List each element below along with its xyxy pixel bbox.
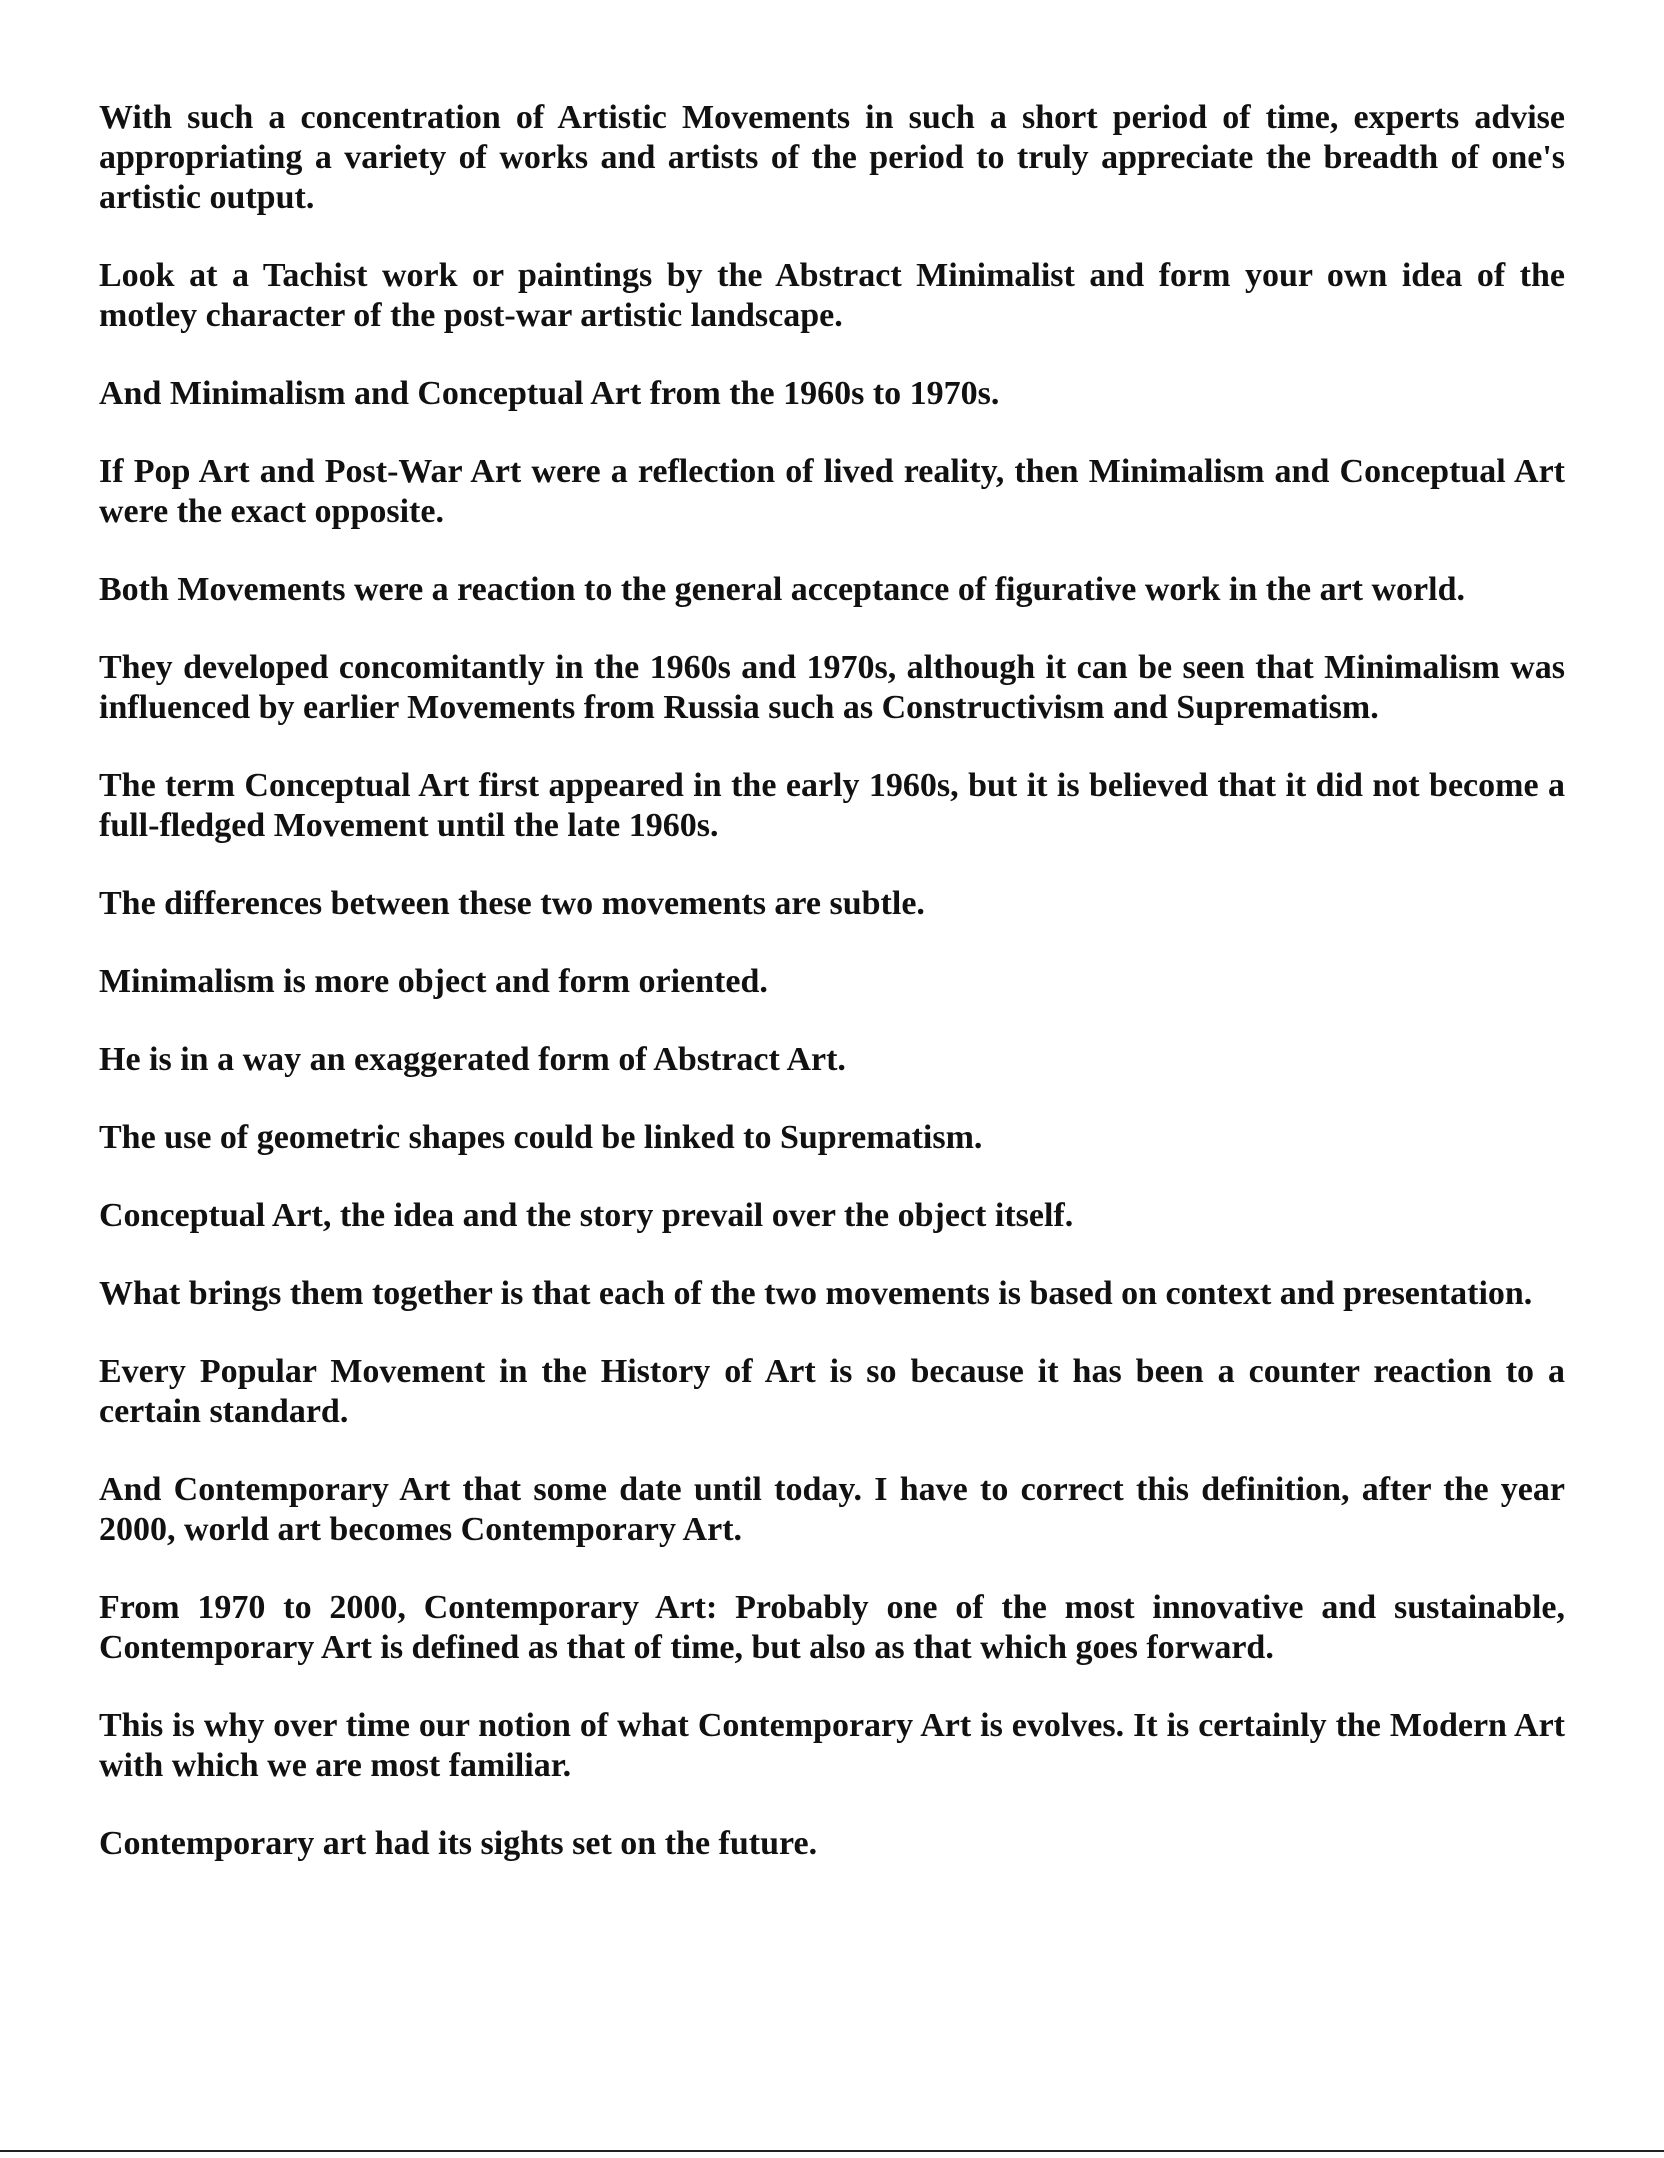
paragraph-8: The differences between these two movements are subtle. [99, 885, 925, 922]
paragraph-9: Minimalism is more object and form oriented. [99, 963, 768, 1000]
paragraph-15: And Contemporary Art that some date until today. I have to correct this definition, after the year 2000, world art becomes Contemporary Art. [99, 1471, 1565, 1548]
paragraph-17: This is why over time our notion of what Contemporary Art is evolves. It is certainly the Modern Art with which we are most familiar. [99, 1707, 1565, 1784]
paragraph-4: If Pop Art and Post-War Art were a reflection of lived reality, then Minimalism and Conceptual Art were the exact opposite. [99, 453, 1565, 530]
paragraph-16: From 1970 to 2000, Contemporary Art: Probably one of the most innovative and sustainable, Contemporary Art is defined as that of time, but also as that which goes forward. [99, 1589, 1565, 1666]
paragraph-5: Both Movements were a reaction to the general acceptance of figurative work in the art world. [99, 571, 1465, 608]
paragraph-18: Contemporary art had its sights set on the future. [99, 1825, 818, 1862]
paragraph-7: The term Conceptual Art first appeared in the early 1960s, but it is believed that it did not become a full-fledged Movement until the late 1960s. [99, 767, 1565, 844]
paragraph-3: And Minimalism and Conceptual Art from the 1960s to 1970s. [99, 375, 1000, 412]
paragraph-12: Conceptual Art, the idea and the story prevail over the object itself. [99, 1197, 1074, 1234]
paragraph-14: Every Popular Movement in the History of Art is so because it has been a counter reaction to a certain standard. [99, 1353, 1565, 1430]
paragraph-2: Look at a Tachist work or paintings by the Abstract Minimalist and form your own idea of the motley character of the post-war artistic landscape. [99, 257, 1565, 334]
footer-rule [0, 2150, 1664, 2152]
paragraph-13: What brings them together is that each of the two movements is based on context and presentation. [99, 1275, 1533, 1312]
paragraph-1: With such a concentration of Artistic Movements in such a short period of time, experts advise appropriating a variety of works and artists of the period to truly appreciate the breadth of one's artistic output. [99, 99, 1565, 216]
paragraph-10: He is in a way an exaggerated form of Abstract Art. [99, 1041, 846, 1078]
document-body [99, 98, 1565, 1902]
paragraph-6: They developed concomitantly in the 1960s and 1970s, although it can be seen that Minimalism was influenced by earlier Movements from Russia such as Constructivism and Suprematism. [99, 649, 1565, 726]
paragraph-11: The use of geometric shapes could be linked to Suprematism. [99, 1119, 983, 1156]
